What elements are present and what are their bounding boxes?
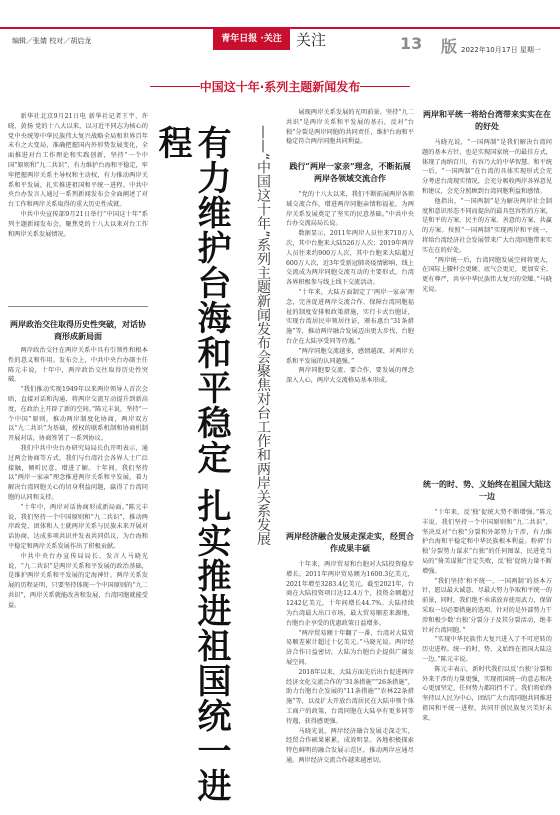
- divider: [8, 306, 148, 307]
- lead-article: [8, 112, 148, 239]
- body-paragraph: 陈元丰表示，新时代我们以反‘台独’分裂和外来干涉的力量更强，实现祖国统一的意志和决心更加坚定，任何势力都阻挡不了。我们将始终坚持以人民为中心，团结广大台湾同胞共同推进祖国和平统一进程，共同开创民族复兴美好未来。: [422, 665, 552, 722]
- body-paragraph: 2018年以来，大陆方面先后出台促进两岸经济文化交流合作的“31条措施”“26条措施”，助力台胞台企发展的“11条措施”“农林22条措施”等，以及扩大开放台湾居民在大陆申领个体工商户的政策，台湾同胞在大陆享有更多同等待遇，获得感更强。: [286, 668, 414, 725]
- body-paragraph: “两岸统一后，台湾同胞发展空间将更大，在国际上腰杆会更硬、底气会更足，更加安全、更有尊严，共享中华民族伟大复兴的荣耀。”马晓光说。: [422, 256, 552, 293]
- body-paragraph: 数据显示，2011年两岸人员往来710万人次，其中台胞来大陆526万人次；2019年两岸人员往来约900万人次，其中台胞来大陆超过600万人次，近3年受新冠肺炎疫情影响，线上交流成为两岸同胞交流互动的主要形式，台湾各界积极参与线上线下交流活动。: [286, 230, 414, 287]
- body-paragraph: 展现两岸关系发展的光明前景。坚持“九二共识”是两岸关系和平发展的基石，反对“台独”分裂是两岸同胞的共同责任，维护台海和平稳定符合两岸同胞共同利益。: [286, 109, 414, 146]
- body-paragraph: “党的十八大以来，我们不断拓展两岸各领域交流合作，增进两岸同胞亲情和福祉，为两岸关系发展奠定了坚实的民意基础。”中共中央台办交流局局长说。: [286, 191, 414, 228]
- lead-paragraph: 新华社北京9月21日电 新华社记者王宇、许晓、黄扬 党的十八大以来，以习近平同志为核心的党中央统筹中华民族伟大复兴战略全局和世界百年未有之大变局，准确把握国内外形势发展变化，全面推进对台工作理论和实践创新，坚持“一个中国”原则和“九二共识”，有力维护台海和平稳定，牢牢把握两岸关系主导权和主动权，有力推动两岸关系和平发展，扎实推进祖国和平统一进程。中共中央台办发言人通过一系列新闻发布会全面阐述了对台工作和两岸关系取得的重大历史性成就。: [8, 113, 148, 209]
- middle-section-title-2: 两岸经济融合发展走深走实，经贸合作成果丰硕: [286, 531, 414, 553]
- issue-date: 2022年10月17日 星期一: [461, 46, 541, 54]
- body-paragraph: 他指出，“一国两制”是为解决两岸社会制度和意识形态不同而提出的最具包容性的方案，是和平的方案、民主的方案、善意的方案、共赢的方案。按照“一国两制”实现两岸和平统一，将给台湾经济社会发展带来广大台湾同胞带来实实在在的好处。: [422, 197, 552, 254]
- body-paragraph: 马晓光说，两岸经济融合发展走深走实，经贸合作硕果累累，成效明显。各地积极探索特色鲜明的融合发展示范区，推动两岸应通尽通。两岸经济交流合作越来越密切。: [286, 727, 414, 764]
- body-paragraph: 两岸政治交往在两岸关系中具有引领性和根本性的意义和作用。发布会上，中共中央台办副主任陈元丰说，十年中，两岸政治交往取得历史性突破。: [8, 347, 148, 384]
- left-section-body: [8, 346, 148, 806]
- body-paragraph: 中共中央台办宣传局局长、发言人马晓光说，“九二共识”是两岸关系和平发展的政治基础，是维护两岸关系和平发展的定海神针。两岸关系发展的历程证明，只要坚持体现一个中国原则的“九二共识”，两岸关系就能改善和发展，台湾同胞就能受益。: [8, 552, 148, 609]
- body-paragraph: “两岸贸易额十年翻了一番，台湾对大陆贸易顺差累计超过十亿美元。”马晓光说。两岸经济合作日益密切，大陆为台胞台企提供广阔发展空间。: [286, 629, 414, 666]
- body-paragraph: “实现中华民族伟大复兴进入了不可逆转的历史进程。统一的时、势、义始终在祖国大陆这一边。”陈元丰说。: [422, 636, 552, 663]
- sub-headline: ——“中国这十年”系列主题新闻发布会聚焦对台工作和两岸关系发展: [255, 125, 271, 546]
- body-paragraph: 我们中共中央台办研究局局长仇开明表示，通过两会协商等方式，我们与台湾社会各界人士广泛接触，倾听民意，增进了解。十年间，我们坚持以“两岸一家亲”理念推进两岸关系和平发展，着力解决台湾同胞关心的切身利益问题，赢得了台湾同胞的认同和支持。: [8, 444, 148, 501]
- left-section-title: 两岸政治交往取得历史性突破，对话协商形成新局面: [10, 319, 146, 341]
- body-paragraph: “我们推动实现1949年以来两岸领导人首次会晤，直接对话和沟通，将两岸交流互动提升到新高度，在政治上开辟了新的空间。”陈元丰说，坚持“一个中国”原则，推动两岸制度化协商，两岸双方以“九二共识”为基础，授权的联系机制和协商机制开展对话，协商签署了一系列协议。: [8, 386, 148, 443]
- body-paragraph: 十年来，两岸贸易和台胞对大陆投资稳步增长。2011年两岸贸易额为1600.3亿美元，2021年增至3283.4亿美元。截至2021年，台商在大陆投资项目达12.4万个，投资金额超过1242亿美元，十年间增长44.7%。大陆持续为台湾最大出口市场，最大贸易顺差来源地，台胞台企享受的优惠政策日益增多。: [286, 561, 414, 627]
- body-paragraph: “两岸同胞交流越多，感情越深，对两岸关系和平发展的认同越强。”: [286, 347, 414, 365]
- page-version: 版: [441, 37, 458, 56]
- body-paragraph: 马晓光说，“一国两制”是我们解决台湾问题的基本方针，也是实现国家统一的最佳方式，体现了海纳百川、有容乃大的中华智慧。和平统一后，“一国两制”在台湾的具体实现形式会充分考虑台湾现实情况，会充分吸收两岸各界意见和建议，会充分照顾到台湾同胞利益和感情。: [422, 139, 552, 195]
- page-number: 13: [400, 34, 423, 53]
- newspaper-logo: 青年日报 ·关注: [213, 28, 290, 50]
- body-paragraph: 两岸同胞要交流、要合作、要发展的理念深入人心，两岸大交流格局基本形成。: [286, 367, 414, 385]
- middle-intro: [286, 108, 414, 147]
- middle-section-title-1: 践行“两岸一家亲”理念，不断拓展两岸各领域交流合作: [289, 161, 411, 183]
- body-paragraph: “我们坚持‘和平统一、一国两制’的基本方针，愿以最大诚意、尽最大努力争取和平统一的前景，同时，我们绝不承诺放弃使用武力，保留采取一切必要措施的选项，针对的是外部势力干涉和极少数‘台独’分裂分子及其分裂活动，绝非针对台湾同胞。”: [422, 577, 552, 634]
- middle-section-body-1: [286, 190, 414, 520]
- right-section-body-2: [422, 508, 552, 808]
- body-paragraph: “十年来，大陆方面制定了‘两岸一家亲’理念，完善促进两岸交流合作、保障台湾同胞福祉的制度安排和政策措施，实行卡式台胞证，实现台湾居民申领居住证，颁布惠台“31条措施”等，推动两岸融合发展迈出更大步伐，台胞台企在大陆享受同等待遇。”: [286, 288, 414, 345]
- right-section-title-1: 两岸和平统一将给台湾带来实实在在的好处: [423, 109, 551, 131]
- middle-section-body-2: [286, 560, 414, 810]
- section-title: 关注: [296, 31, 327, 49]
- body-paragraph: “十年中，两岸对话协商形成新局面。”陈元丰说，我们坚持一个中国原则和“九二共识”，推动两岸政党、团体和人士就两岸关系与民族未来开展对话协商，达成多项共识并发表共同倡议，为台海和平稳定和两岸关系发展作出了积极贡献。: [8, 503, 148, 550]
- main-headline: 有力维护台海和平稳定 扎实推进祖国统一进程: [152, 125, 231, 803]
- body-paragraph: “十年来，反‘独’促统大势不断增强。”陈元丰说，我们坚持一个中国原则和“九二共识”，坚决反对“台独”分裂和外部势力干涉，有力维护台海和平稳定和中华民族根本利益。粉碎‘台独’分裂势力谋求“台独”的任何图谋，民进党当局的“倚美谋独”注定失败，反‘独’促统力量不断增强。: [422, 509, 552, 575]
- lead-paragraph-2: 中共中央宣传部9月21日举行“中国这十年”系列主题新闻发布会，聚焦党的十八大以来对台工作和两岸关系发展情况。: [8, 210, 148, 238]
- series-banner: 中国这十年·系列主题新闻发布: [199, 80, 361, 94]
- editor-credits: 编辑／张婧 校对／胡启龙: [12, 37, 92, 45]
- right-section-body-1: [422, 138, 552, 468]
- right-section-title-2: 统一的时、势、义始终在祖国大陆这一边: [423, 479, 551, 501]
